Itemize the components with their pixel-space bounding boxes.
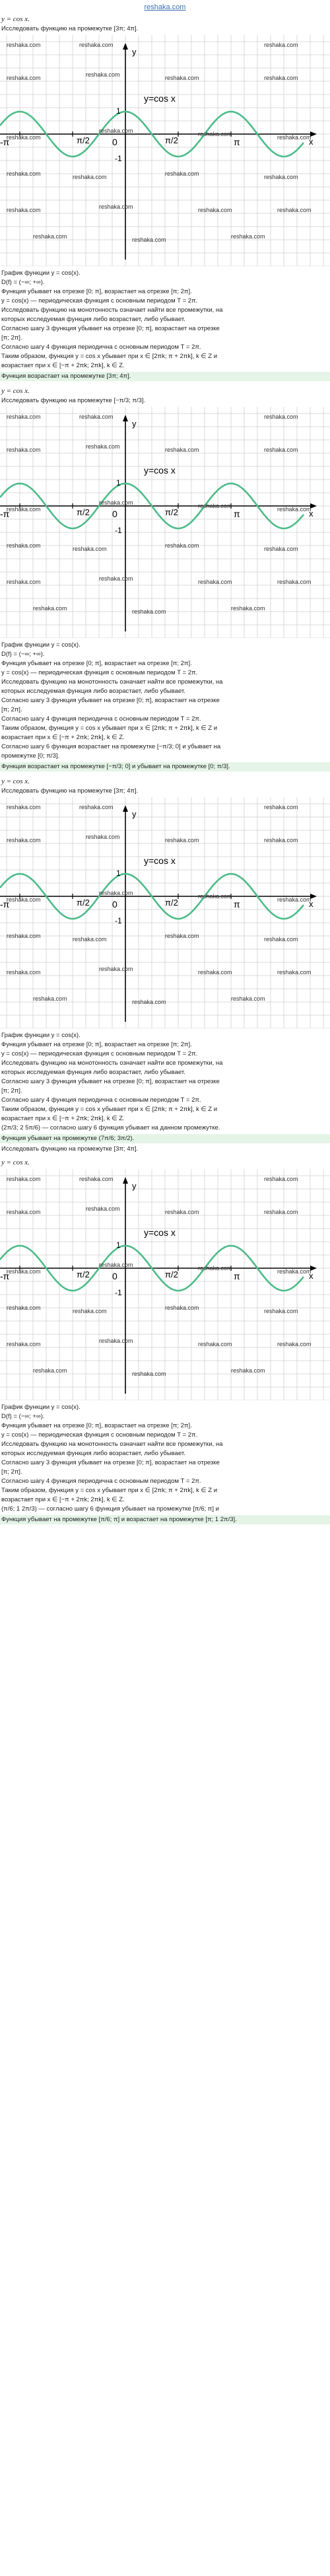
watermark: reshaka.com (99, 203, 133, 210)
watermark: reshaka.com (7, 170, 41, 177)
tick-label-minus-half-pi: π/2 (77, 135, 90, 145)
watermark: reshaka.com (132, 608, 166, 615)
watermark: reshaka.com (7, 969, 41, 976)
watermark: reshaka.com (198, 893, 232, 900)
watermark: reshaka.com (7, 42, 41, 48)
solution-line: График функции y = cos(x). (1, 269, 81, 277)
tick-label-1: 1 (116, 869, 121, 878)
x-axis-label: x (309, 137, 314, 147)
tick-label-zero: 0 (112, 1271, 117, 1281)
solution-line: [π; 2π]. (1, 1087, 22, 1094)
solution-line: возрастает при x ∈ [−π + 2πk; 2πk], k ∈ Z. (1, 1496, 125, 1503)
watermark: reshaka.com (73, 1308, 107, 1314)
watermark: reshaka.com (7, 1268, 41, 1275)
cosine-graph (0, 35, 330, 266)
tick-label-minus-half-pi: π/2 (77, 507, 90, 517)
watermark: reshaka.com (264, 413, 298, 420)
watermark: reshaka.com (7, 447, 41, 453)
watermark: reshaka.com (7, 579, 41, 585)
solution-line: Исследовать функцию на монотонность означает найти все промежутки, на (1, 678, 223, 686)
watermark: reshaka.com (99, 575, 133, 582)
answer-highlight: Функция убывает на промежутке (7π/6; 3π/2). (0, 1134, 330, 1143)
y-axis-label: y (132, 809, 137, 819)
watermark: reshaka.com (132, 236, 166, 243)
graph-svg (0, 1169, 330, 1400)
solution-section (0, 15, 330, 386)
y-axis-arrow (123, 805, 128, 812)
watermark: reshaka.com (7, 542, 41, 549)
answer-highlight: Функция возрастает на промежутке [−π/3; 0] и убывает на промежутке [0; π/3]. (0, 762, 330, 771)
solution-line: D(f) = (−∞; +∞). (1, 1413, 45, 1420)
solution-line: Согласно шагу 3 функция убывает на отрезке [0; π], возрастает на отрезке (1, 325, 220, 332)
watermark: reshaka.com (165, 170, 199, 177)
watermark: reshaka.com (165, 1305, 199, 1311)
tick-label-minus-half-pi: π/2 (77, 1270, 90, 1279)
solution-line: Таким образом, функция y = cos x убывает при x ∈ [2πk; π + 2πk], k ∈ Z и (1, 353, 218, 360)
function-heading: y = cos x. (1, 15, 30, 23)
watermark: reshaka.com (264, 804, 298, 810)
solution-line: Согласно шагу 3 функция убывает на отрезке [0; π], возрастает на отрезке (1, 1078, 220, 1085)
site-header (0, 0, 330, 15)
watermark: reshaka.com (73, 174, 107, 180)
function-heading: y = cos x. (1, 1159, 30, 1166)
x-axis-label: x (309, 1271, 314, 1281)
watermark: reshaka.com (277, 579, 312, 585)
tick-label-minus-pi: -π (0, 1271, 10, 1281)
watermark: reshaka.com (198, 131, 232, 137)
function-heading: y = cos x. (1, 777, 30, 785)
x-axis-label: x (309, 899, 314, 909)
solution-line: Согласно шагу 6 функция возрастает на промежутке [−π/3; 0] и убывает на (1, 743, 221, 750)
solution-line: которых исследуемая функция либо возрастает, либо убывает. (1, 1450, 185, 1457)
solution-line: которых исследуемая функция либо возрастает, либо убывает. (1, 688, 185, 695)
watermark: reshaka.com (165, 837, 199, 843)
solution-line: График функции y = cos(x). (1, 1404, 81, 1411)
watermark: reshaka.com (73, 546, 107, 552)
solution-section (0, 1158, 330, 1530)
solution-line: y = cos(x) — периодическая функция с основным периодом T = 2π. (1, 1431, 198, 1439)
solution-line: (π/6; 1 2π/3) — согласно шагу 6 функция убывает на промежутке [π/6; π] и (1, 1505, 219, 1513)
watermark: reshaka.com (79, 413, 114, 420)
tick-label-pi: π (234, 509, 240, 519)
watermark: reshaka.com (165, 933, 199, 939)
watermark: reshaka.com (198, 969, 232, 976)
answer-highlight: Функция возрастает на промежутке [3π; 4π]. (0, 372, 330, 381)
solution-line: Согласно шагу 3 функция убывает на отрезке [0; π], возрастает на отрезке (1, 1459, 220, 1466)
watermark: reshaka.com (99, 1262, 133, 1268)
solution-line: Согласно шагу 4 функция периодична с основным периодом T = 2π. (1, 1096, 201, 1104)
solution-line: Согласно шагу 3 функция убывает на отрезке [0; π], возрастает на отрезке (1, 697, 220, 704)
solution-line: Согласно шагу 4 функция периодична с основным периодом T = 2π. (1, 343, 201, 351)
watermark: reshaka.com (7, 837, 41, 843)
solution-line: возрастает при x ∈ [−π + 2πk; 2πk], k ∈ Z. (1, 734, 125, 741)
tick-label-half-pi: π/2 (165, 507, 178, 517)
y-axis-arrow (123, 43, 128, 50)
tick-label-minus-1: -1 (115, 154, 122, 163)
cosine-graph (0, 1169, 330, 1400)
tick-label-minus-pi: -π (0, 137, 10, 147)
tick-label-half-pi: π/2 (165, 1270, 178, 1279)
solution-section (0, 386, 330, 777)
tick-label-minus-pi: -π (0, 509, 10, 519)
watermark: reshaka.com (277, 207, 312, 213)
watermark: reshaka.com (7, 1341, 41, 1347)
watermark: reshaka.com (264, 936, 298, 943)
graph-svg (0, 797, 330, 1028)
watermark: reshaka.com (264, 837, 298, 843)
solution-line: возрастает при x ∈ [−π + 2πk; 2πk], k ∈ Z. (1, 1115, 125, 1122)
graph-svg (0, 35, 330, 266)
x-axis-label: x (309, 509, 314, 519)
watermark: reshaka.com (165, 447, 199, 453)
y-axis-label: y (132, 419, 137, 429)
solution-line: Функция убывает на отрезке [0; π], возрастает на отрезке [π; 2π]. (1, 660, 192, 667)
watermark: reshaka.com (264, 174, 298, 180)
watermark: reshaka.com (7, 896, 41, 903)
watermark: reshaka.com (231, 233, 265, 240)
tick-label-minus-1: -1 (115, 916, 122, 925)
watermark: reshaka.com (198, 1265, 232, 1271)
tick-label-minus-pi: -π (0, 899, 10, 910)
answer-highlight: Функция убывает на промежутке [π/6; π] и возрастает на промежутке [π; 1 2π/3]. (0, 1515, 330, 1524)
watermark: reshaka.com (264, 546, 298, 552)
y-axis-arrow (123, 415, 128, 421)
tick-label-zero: 0 (112, 899, 117, 910)
watermark: reshaka.com (33, 995, 67, 1002)
watermark: reshaka.com (7, 75, 41, 81)
solution-line: Функция убывает на отрезке [0; π], возрастает на отрезке [π; 2π]. (1, 1422, 192, 1429)
solution-line: Исследовать функцию на монотонность означает найти все промежутки, на (1, 1059, 223, 1067)
watermark: reshaka.com (73, 936, 107, 943)
watermark: reshaka.com (231, 605, 265, 612)
tick-label-1: 1 (116, 1240, 121, 1250)
next-task-text: Исследовать функцию на промежутке [3π; 4π]. (1, 1145, 139, 1153)
solution-line: Таким образом, функция y = cos x убывает при x ∈ [2πk; π + 2πk], k ∈ Z и (1, 1487, 218, 1494)
solution-line: Согласно шагу 4 функция периодична с основным периодом T = 2π. (1, 715, 201, 723)
watermark: reshaka.com (33, 1367, 67, 1374)
content (0, 15, 330, 1530)
solution-line: промежутке [0; π/3]. (1, 752, 60, 760)
solution-line: D(f) = (−∞; +∞). (1, 279, 45, 286)
tick-label-minus-1: -1 (115, 1288, 122, 1297)
watermark: reshaka.com (99, 499, 133, 506)
solution-line: График функции y = cos(x). (1, 1032, 81, 1039)
solution-line: [π; 2π]. (1, 334, 22, 341)
section-gap (0, 1526, 330, 1530)
watermark: reshaka.com (277, 969, 312, 976)
curve-label: y=cos x (144, 855, 176, 866)
task-text: Исследовать функцию на промежутке [−π/3; π/3]. (1, 397, 146, 404)
watermark: reshaka.com (264, 1209, 298, 1215)
curve-label: y=cos x (144, 93, 176, 104)
solution-section (0, 777, 330, 1158)
tick-label-pi: π (234, 1271, 240, 1281)
tick-label-zero: 0 (112, 509, 117, 519)
site-logo-link[interactable]: reshaka.com (144, 3, 186, 11)
tick-label-1: 1 (116, 106, 121, 116)
watermark: reshaka.com (198, 503, 232, 509)
watermark: reshaka.com (264, 1308, 298, 1314)
solution-line: y = cos(x) — периодическая функция с основным периодом T = 2π. (1, 1050, 198, 1057)
watermark: reshaka.com (277, 134, 312, 141)
solution-line: D(f) = (−∞; +∞). (1, 651, 45, 658)
graph-svg (0, 407, 330, 638)
tick-label-minus-half-pi: π/2 (77, 898, 90, 908)
tick-label-zero: 0 (112, 137, 117, 147)
solution-line: График функции y = cos(x). (1, 641, 81, 649)
solution-line: [π; 2π]. (1, 1468, 22, 1476)
watermark: reshaka.com (165, 542, 199, 549)
tick-label-half-pi: π/2 (165, 898, 178, 908)
task-text: Исследовать функцию на промежутке [3π; 4π]. (1, 787, 139, 795)
watermark: reshaka.com (7, 1176, 41, 1182)
solution-line: Исследовать функцию на монотонность означает найти все промежутки, на (1, 306, 223, 314)
watermark: reshaka.com (79, 804, 114, 810)
solution-line: y = cos(x) — периодическая функция с основным периодом T = 2π. (1, 669, 198, 676)
watermark: reshaka.com (86, 71, 120, 78)
solution-line: Согласно шагу 4 функция периодична с основным периодом T = 2π. (1, 1478, 201, 1485)
solution-line: которых исследуемая функция либо возрастает, либо убывает. (1, 316, 185, 323)
watermark: reshaka.com (33, 605, 67, 612)
watermark: reshaka.com (231, 1367, 265, 1374)
watermark: reshaka.com (99, 127, 133, 134)
watermark: reshaka.com (132, 999, 166, 1005)
cosine-graph (0, 797, 330, 1028)
watermark: reshaka.com (277, 1268, 312, 1275)
cosine-graph (0, 407, 330, 638)
watermark: reshaka.com (264, 75, 298, 81)
curve-label: y=cos x (144, 465, 176, 476)
watermark: reshaka.com (132, 1371, 166, 1377)
solution-line: (2π/3; 2 5π/6) — согласно шагу 6 функция убывает на данном промежутке. (1, 1124, 220, 1131)
watermark: reshaka.com (198, 1341, 232, 1347)
function-heading: y = cos x. (1, 387, 30, 395)
solution-line: возрастает при x ∈ [−π + 2πk; 2πk], k ∈ Z. (1, 362, 125, 369)
solution-line: которых исследуемая функция либо возрастает, либо убывает. (1, 1069, 185, 1076)
watermark: reshaka.com (99, 966, 133, 972)
solution-line: [π; 2π]. (1, 706, 22, 713)
watermark: reshaka.com (165, 75, 199, 81)
watermark: reshaka.com (198, 579, 232, 585)
solution-line: Таким образом, функция y = cos x убывает при x ∈ [2πk; π + 2πk], k ∈ Z и (1, 725, 218, 732)
solution-line: y = cos(x) — периодическая функция с основным периодом T = 2π. (1, 297, 198, 304)
tick-label-half-pi: π/2 (165, 135, 178, 145)
watermark: reshaka.com (264, 1176, 298, 1182)
y-axis-label: y (132, 47, 137, 57)
watermark: reshaka.com (277, 1341, 312, 1347)
solution-line: Функция убывает на отрезке [0; π], возрастает на отрезке [π; 2π]. (1, 288, 192, 295)
watermark: reshaka.com (231, 995, 265, 1002)
curve-label: y=cos x (144, 1227, 176, 1238)
watermark: reshaka.com (79, 42, 114, 48)
tick-label-pi: π (234, 137, 240, 147)
watermark: reshaka.com (198, 207, 232, 213)
watermark: reshaka.com (33, 233, 67, 240)
watermark: reshaka.com (7, 804, 41, 810)
y-axis-label: y (132, 1181, 137, 1191)
watermark: reshaka.com (277, 896, 312, 903)
watermark: reshaka.com (7, 413, 41, 420)
solution-line: Исследовать функцию на монотонность означает найти все промежутки, на (1, 1441, 223, 1448)
watermark: reshaka.com (7, 506, 41, 513)
watermark: reshaka.com (79, 1176, 114, 1182)
tick-label-pi: π (234, 899, 240, 910)
watermark: reshaka.com (264, 447, 298, 453)
watermark: reshaka.com (7, 207, 41, 213)
y-axis-arrow (123, 1177, 128, 1184)
solution-line: Таким образом, функция y = cos x убывает при x ∈ [2πk; π + 2πk], k ∈ Z и (1, 1106, 218, 1113)
watermark: reshaka.com (277, 506, 312, 513)
watermark: reshaka.com (7, 933, 41, 939)
watermark: reshaka.com (86, 443, 120, 450)
solution-line: Функция убывает на отрезке [0; π], возрастает на отрезке [π; 2π]. (1, 1041, 192, 1048)
watermark: reshaka.com (86, 834, 120, 840)
tick-label-1: 1 (116, 478, 121, 487)
watermark: reshaka.com (99, 1338, 133, 1344)
watermark: reshaka.com (7, 1305, 41, 1311)
watermark: reshaka.com (7, 1209, 41, 1215)
watermark: reshaka.com (165, 1209, 199, 1215)
watermark: reshaka.com (264, 42, 298, 48)
watermark: reshaka.com (86, 1205, 120, 1212)
watermark: reshaka.com (7, 134, 41, 141)
tick-label-minus-1: -1 (115, 526, 122, 535)
watermark: reshaka.com (99, 890, 133, 896)
task-text: Исследовать функцию на промежутке [3π; 4π]. (1, 25, 139, 32)
